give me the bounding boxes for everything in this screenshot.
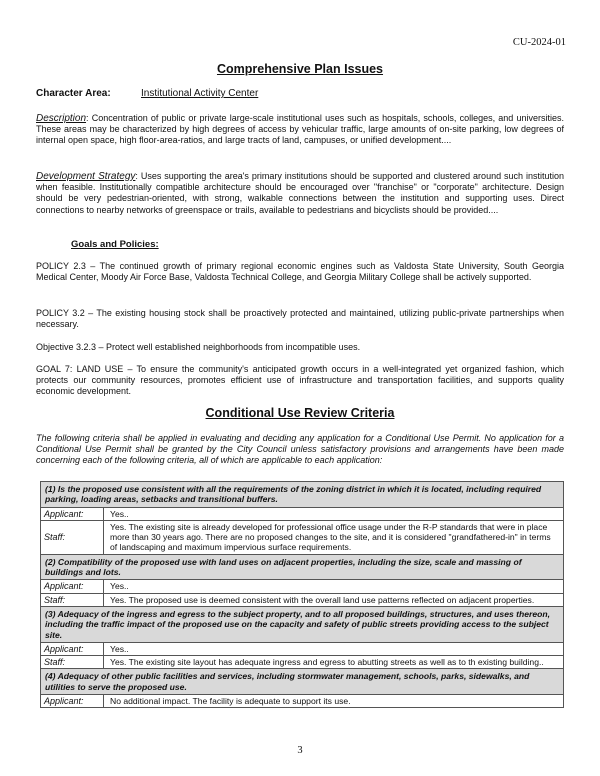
character-area [36,88,259,99]
criterion-header: (4) Adequacy of other public facilities and services, including stormwater management, schools, parks, sidewalks, and utilities to serve the proposed use. [41,669,564,695]
comprehensive-plan-heading: Comprehensive Plan Issues [216,62,384,76]
applicant-label: Applicant: [41,642,104,655]
development-strategy-text: : Uses supporting the area's primary institutions should be supported and clustered around such institution when feasible. Institutionally compatible architecture should be encouraged over "franchise" or "corporate" architecture. Design should be very pedestrian-oriented, with strong, walkable connections between the institution and supporting uses. Direct connections to nearby networks of greenspace or trails, available to pedestrians and bicyclists should be provided.... [36,171,564,215]
criterion-3-applicant-row [41,642,564,655]
development-strategy-label: Development Strategy [36,171,136,182]
staff-label: Staff: [41,593,104,606]
character-area-value: Institutional Activity Center [141,88,259,99]
character-area-label: Character Area [36,88,108,99]
description-label: Description [36,113,87,124]
description-paragraph [36,113,564,147]
criterion-header: (1) Is the proposed use consistent with all the requirements of the zoning district in which it is located, including required parking, loading areas, setbacks and transitional buffers. [41,482,564,508]
applicant-response: Yes.. [104,580,564,593]
goals-policies-heading: Goals and Policies: [71,239,159,250]
development-strategy-paragraph [36,171,564,216]
criteria-table [40,481,564,708]
policy-2-3: POLICY 2.3 – The continued growth of primary regional economic engines such as Valdosta State University, South Georgia Medical Center, Moody Air Force Base, Valdosta Technical College, and Georgia Military College shall be actively supported. [36,261,564,283]
staff-label: Staff: [41,656,104,669]
criterion-2-staff-row [41,593,564,606]
criterion-4-header-row [41,669,564,695]
staff-response: Yes. The existing site is already developed for professional office usage under the R-P standards that were in place more than 30 years ago. There are no proposed changes to the site, and it is considered "grandfathered-in" in terms of landscaping and maximum impervious surface requirements. [104,520,564,554]
objective-3-2-3: Objective 3.2.3 – Protect well established neighborhoods from incompatible uses. [36,342,361,352]
criterion-1-applicant-row [41,507,564,520]
applicant-response: Yes.. [104,642,564,655]
character-area-colon: : [107,88,111,99]
applicant-label: Applicant: [41,580,104,593]
description-text: : Concentration of public or private large-scale institutional uses such as hospitals, schools, colleges, and universities. These areas may be characterized by high degrees of access by vehicular traffic, large amounts of on-site parking, low degrees of internal open space, high floor-area-ratios, and large tracts of land, campuses, or unified development.... [36,113,564,146]
criterion-1-header-row [41,482,564,508]
applicant-response: Yes.. [104,507,564,520]
review-criteria-heading: Conditional Use Review Criteria [205,406,395,420]
criterion-4-applicant-row [41,695,564,708]
staff-response: Yes. The existing site layout has adequate ingress and egress to abutting streets as well as to th existing building.. [104,656,564,669]
page-number: 3 [297,745,303,756]
applicant-label: Applicant: [41,507,104,520]
document-id: CU-2024-01 [512,37,566,48]
goal-7-land-use: GOAL 7: LAND USE – To ensure the community's anticipated growth occurs in a well-integrated yet organized fashion, which protects our community resources, promotes efficient use of infrastructure and transportation facilities, and supports quality economic development. [36,364,564,397]
applicant-response: No additional impact. The facility is adequate to support its use. [104,695,564,708]
criterion-header: (2) Compatibility of the proposed use with land uses on adjacent properties, including the size, scale and massing of buildings and lots. [41,554,564,580]
applicant-label: Applicant: [41,695,104,708]
staff-label: Staff: [41,520,104,554]
criterion-3-staff-row [41,656,564,669]
staff-response: Yes. The proposed use is deemed consistent with the overall land use patterns reflected on adjacent properties. [104,593,564,606]
criterion-2-header-row [41,554,564,580]
criterion-header: (3) Adequacy of the ingress and egress to the subject property, and to all proposed buildings, structures, and uses thereon, including the traffic impact of the proposed use on the capacity and safety of public streets providing access to the subject site. [41,606,564,642]
review-intro: The following criteria shall be applied in evaluating and deciding any application for a Conditional Use Permit. No application for a Conditional Use Permit shall be granted by the City Council unless satisfactory provisions and arrangements have been made concerning each of the following criteria, all of which are applicable to each application: [36,433,564,466]
criterion-3-header-row [41,606,564,642]
criterion-2-applicant-row [41,580,564,593]
criterion-1-staff-row [41,520,564,554]
policy-3-2: POLICY 3.2 – The existing housing stock shall be proactively protected and maintained, utilizing public-private partnerships when necessary. [36,308,564,330]
